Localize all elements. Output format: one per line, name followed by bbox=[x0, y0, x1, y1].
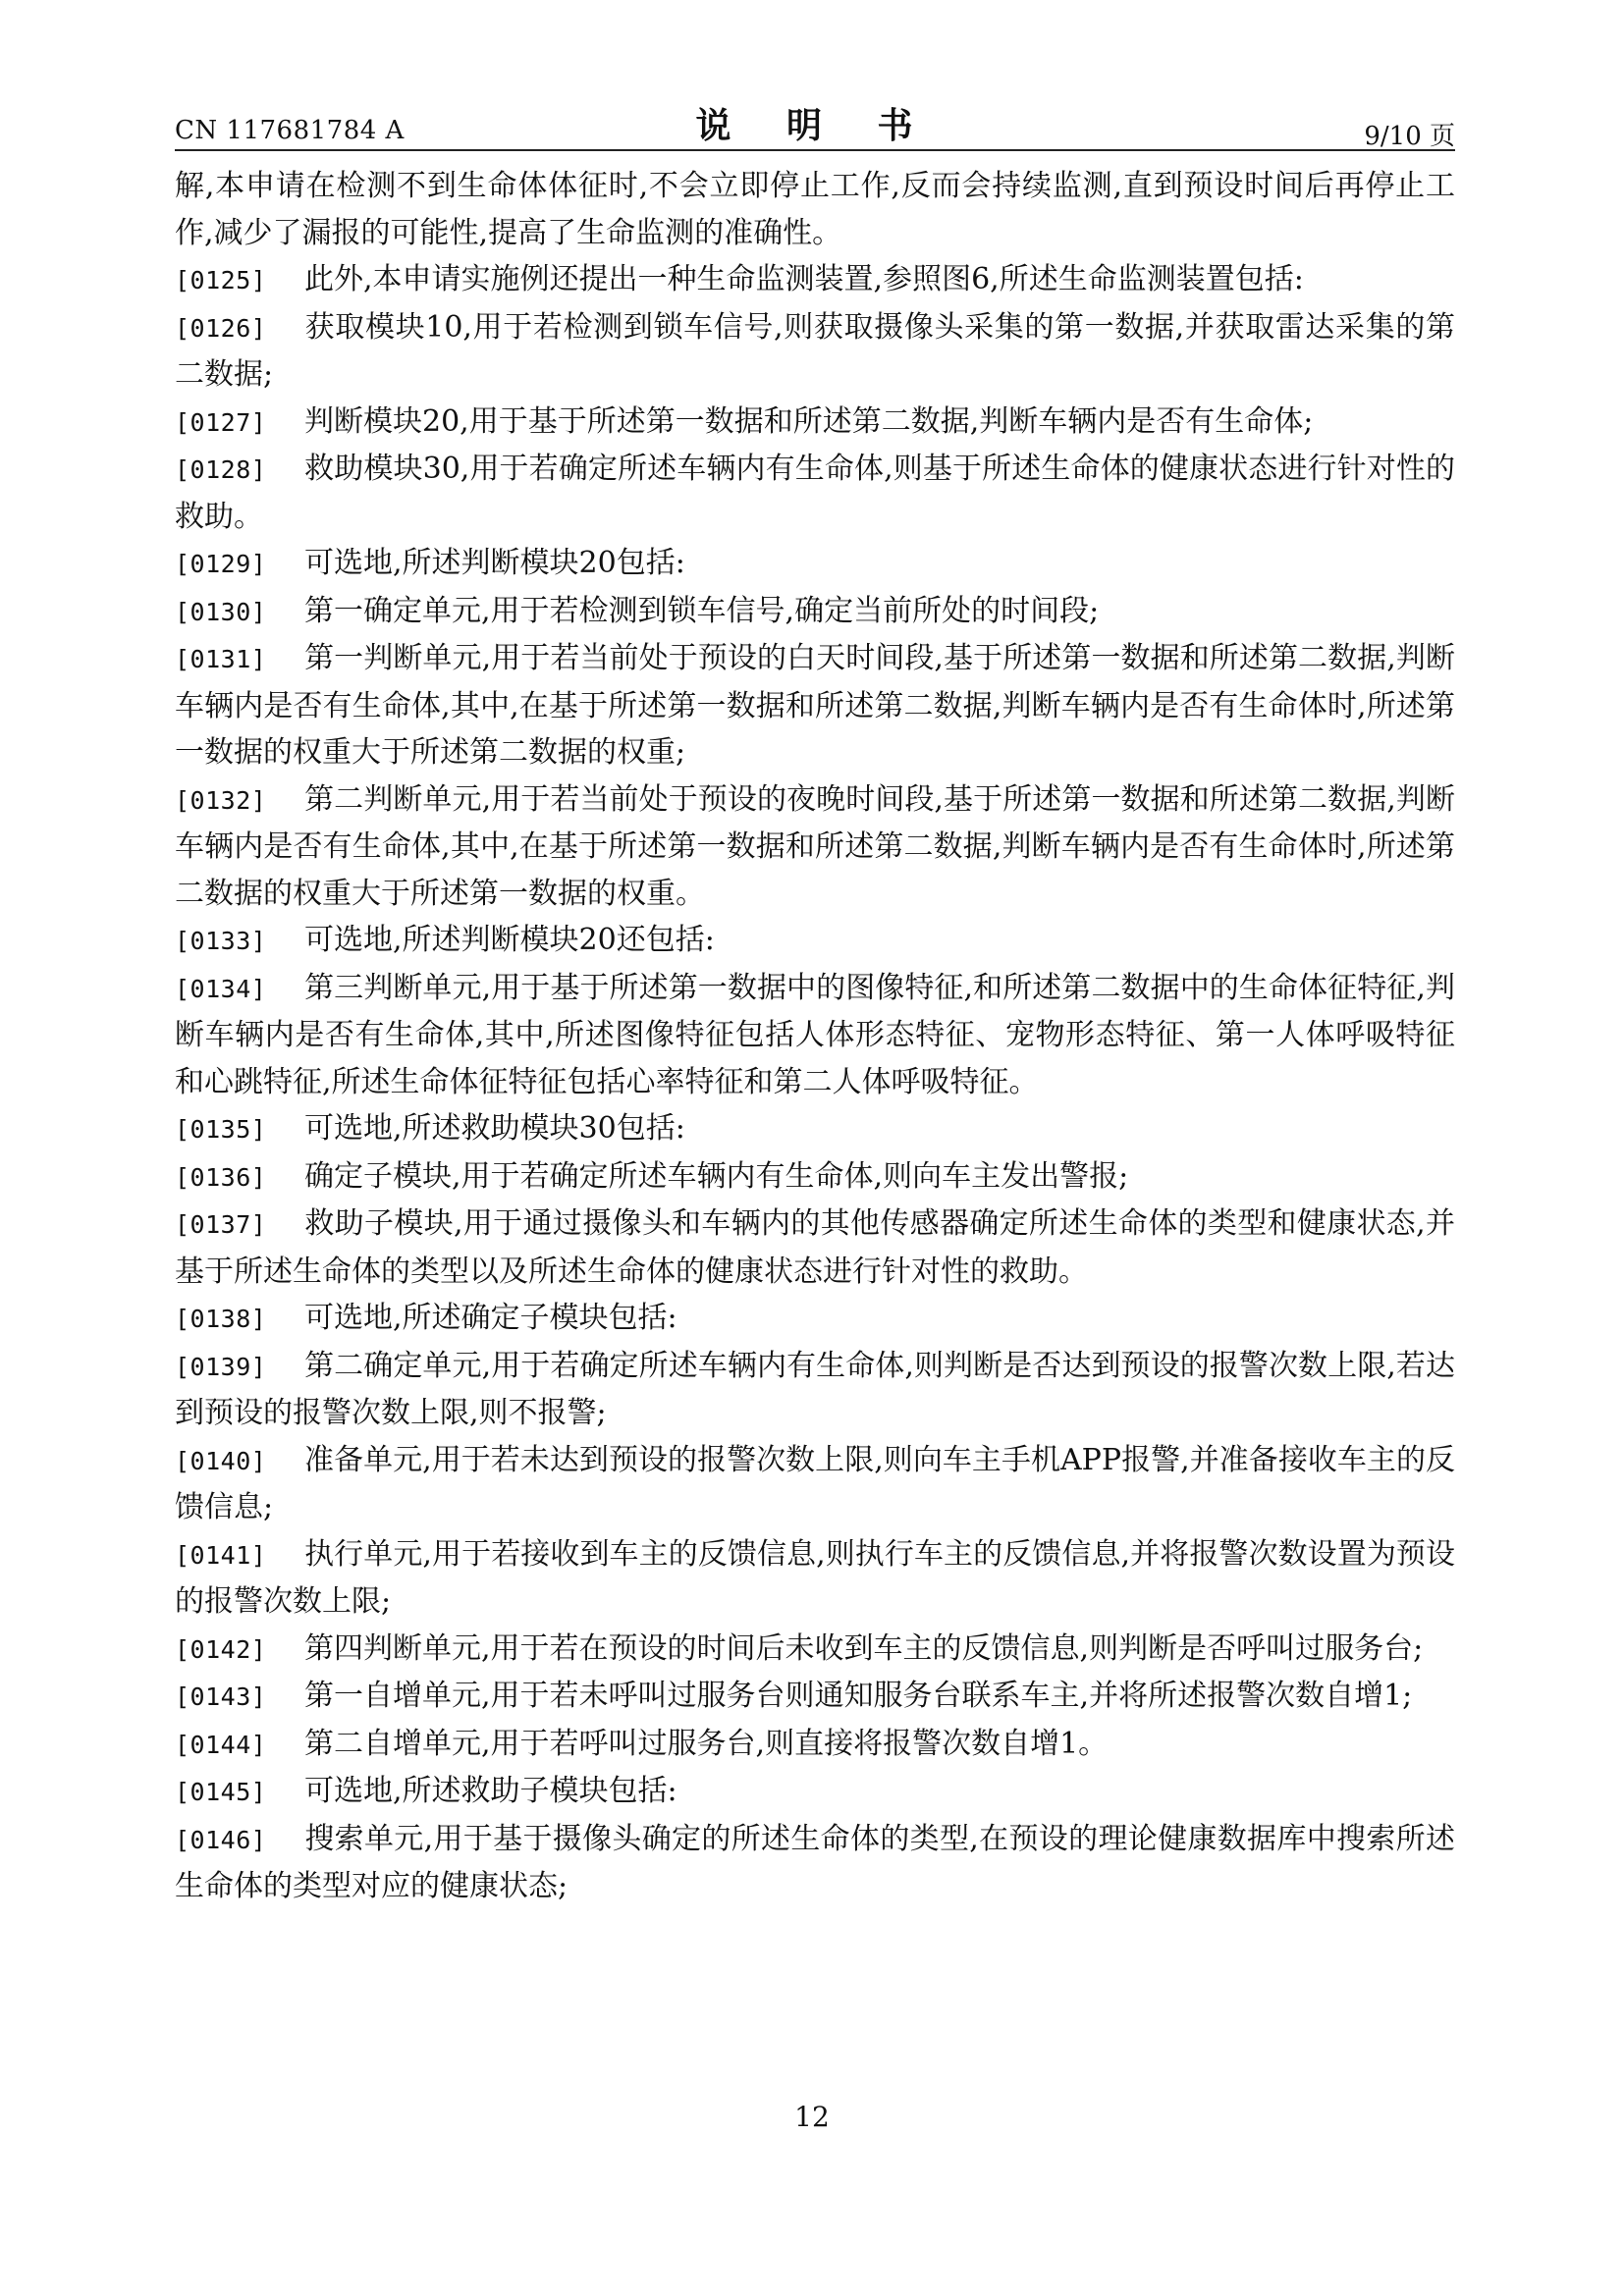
paragraph-number: [0127] bbox=[175, 407, 267, 437]
paragraph-text: 救助模块30,用于若确定所述车辆内有生命体,则基于所述生命体的健康状态进行针对性的救助。 bbox=[175, 452, 1455, 534]
paragraph bbox=[175, 588, 1455, 636]
paragraph-number: [0133] bbox=[175, 927, 267, 955]
intro-paragraph: 解,本申请在检测不到生命体体征时,不会立即停止工作,反而会持续监测,直到预设时间后再停止工作,减少了漏报的可能性,提高了生命监测的准确性。 bbox=[175, 169, 1455, 250]
paragraph-text: 可选地,所述救助模块30包括: bbox=[304, 1111, 685, 1146]
paragraph-number: [0143] bbox=[175, 1682, 267, 1711]
paragraph bbox=[175, 776, 1455, 918]
paragraph-text: 判断模块20,用于基于所述第一数据和所述第二数据,判断车辆内是否有生命体; bbox=[304, 403, 1314, 439]
paragraph-text: 确定子模块,用于若确定所述车辆内有生命体,则向车主发出警报; bbox=[304, 1158, 1129, 1194]
paragraph-text: 获取模块10,用于若检测到锁车信号,则获取摄像头采集的第一数据,并获取雷达采集的第二数据; bbox=[175, 309, 1455, 392]
paragraph-number: [0140] bbox=[175, 1446, 267, 1475]
paragraph-text: 可选地,所述判断模块20还包括: bbox=[304, 923, 715, 957]
paragraph-number: [0129] bbox=[175, 550, 267, 578]
paragraph bbox=[175, 399, 1455, 447]
paragraph bbox=[175, 1201, 1455, 1295]
paragraph-number: [0134] bbox=[175, 974, 267, 1003]
paragraph-number: [0136] bbox=[175, 1162, 267, 1192]
paragraph bbox=[175, 1105, 1455, 1153]
paragraph bbox=[175, 1673, 1455, 1721]
paragraph-number: [0144] bbox=[175, 1730, 267, 1759]
paragraph-number: [0126] bbox=[175, 313, 267, 343]
document-body bbox=[175, 163, 1455, 1910]
paragraph-text: 第一判断单元,用于若当前处于预设的白天时间段,基于所述第一数据和所述第二数据,判断车辆内是否有生命体,其中,在基于所述第一数据和所述第二数据,判断车辆内是否有生命体时,所述第一数据的权重大于所述第二数据的权重; bbox=[175, 641, 1455, 770]
page-header bbox=[175, 98, 1455, 155]
paragraph-text: 第二确定单元,用于若确定所述车辆内有生命体,则判断是否达到预设的报警次数上限,若达到预设的报警次数上限,则不报警; bbox=[175, 1348, 1455, 1430]
paragraph-number: [0135] bbox=[175, 1115, 267, 1144]
page-number: 12 bbox=[794, 2101, 830, 2133]
paragraph bbox=[175, 1295, 1455, 1343]
paragraph-number: [0142] bbox=[175, 1634, 267, 1664]
paragraph-text: 救助子模块,用于通过摄像头和车辆内的其他传感器确定所述生命体的类型和健康状态,并基于所述生命体的类型以及所述生命体的健康状态进行针对性的救助。 bbox=[175, 1206, 1455, 1289]
paragraph bbox=[175, 635, 1455, 776]
paragraph bbox=[175, 917, 1455, 965]
paragraph-number: [0145] bbox=[175, 1778, 267, 1806]
paragraph bbox=[175, 1721, 1455, 1769]
paragraph-text: 第一确定单元,用于若检测到锁车信号,确定当前所处的时间段; bbox=[304, 593, 1100, 628]
paragraph bbox=[175, 1343, 1455, 1437]
paragraph-text: 可选地,所述救助子模块包括: bbox=[304, 1774, 677, 1808]
header-rule bbox=[175, 149, 1455, 151]
document-title: 说 明 书 bbox=[695, 105, 935, 146]
paragraph bbox=[175, 1437, 1455, 1531]
paragraph bbox=[175, 256, 1455, 304]
paragraph-number: [0138] bbox=[175, 1305, 267, 1333]
paragraph bbox=[175, 540, 1455, 588]
paragraph-text: 搜索单元,用于基于摄像头确定的所述生命体的类型,在预设的理论健康数据库中搜索所述生命体的类型对应的健康状态; bbox=[175, 1821, 1455, 1903]
paragraph-text: 第二判断单元,用于若当前处于预设的夜晚时间段,基于所述第一数据和所述第二数据,判断车辆内是否有生命体,其中,在基于所述第一数据和所述第二数据,判断车辆内是否有生命体时,所述第二数据的权重大于所述第一数据的权重。 bbox=[175, 781, 1455, 911]
paragraph bbox=[175, 1626, 1455, 1674]
paragraph-number: [0132] bbox=[175, 785, 267, 815]
paragraph-text: 第二自增单元,用于若呼叫过服务台,则直接将报警次数自增1。 bbox=[304, 1726, 1109, 1761]
paragraph-text: 可选地,所述判断模块20包括: bbox=[304, 546, 685, 580]
paragraph-text: 第三判断单元,用于基于所述第一数据中的图像特征,和所述第二数据中的生命体征特征,判断车辆内是否有生命体,其中,所述图像特征包括人体形态特征、宠物形态特征、第一人体呼吸特征和心跳特征,所述生命体征特征包括心率特征和第二人体呼吸特征。 bbox=[175, 970, 1455, 1099]
paragraph-number: [0146] bbox=[175, 1825, 267, 1854]
paragraph-number: [0131] bbox=[175, 645, 267, 673]
paragraph-text: 此外,本申请实施例还提出一种生命监测装置,参照图6,所述生命监测装置包括: bbox=[304, 262, 1304, 296]
paragraph bbox=[175, 1768, 1455, 1816]
paragraph bbox=[175, 1816, 1455, 1910]
paragraph-number: [0130] bbox=[175, 597, 267, 626]
paragraph bbox=[175, 965, 1455, 1106]
paragraph-number: [0125] bbox=[175, 266, 267, 294]
publication-number: CN 117681784 A bbox=[175, 116, 405, 145]
paragraph-text: 第一自增单元,用于若未呼叫过服务台则通知服务台联系车主,并将所述报警次数自增1; bbox=[304, 1679, 1413, 1713]
page-indicator: 9/10 页 bbox=[1364, 122, 1455, 151]
paragraph bbox=[175, 1153, 1455, 1201]
paragraph-text: 准备单元,用于若未达到预设的报警次数上限,则向车主手机APP报警,并准备接收车主的反馈信息; bbox=[175, 1442, 1455, 1524]
paragraph-number: [0137] bbox=[175, 1210, 267, 1239]
paragraph bbox=[175, 446, 1455, 540]
paragraph-number: [0141] bbox=[175, 1540, 267, 1570]
paragraph-text: 第四判断单元,用于若在预设的时间后未收到车主的反馈信息,则判断是否呼叫过服务台; bbox=[304, 1630, 1424, 1666]
paragraph bbox=[175, 1531, 1455, 1626]
paragraph bbox=[175, 304, 1455, 399]
paragraph-text: 可选地,所述确定子模块包括: bbox=[304, 1301, 677, 1335]
paragraph-text: 执行单元,用于若接收到车主的反馈信息,则执行车主的反馈信息,并将报警次数设置为预设的报警次数上限; bbox=[175, 1536, 1455, 1619]
paragraph-number: [0128] bbox=[175, 455, 267, 484]
paragraph-number: [0139] bbox=[175, 1352, 267, 1381]
